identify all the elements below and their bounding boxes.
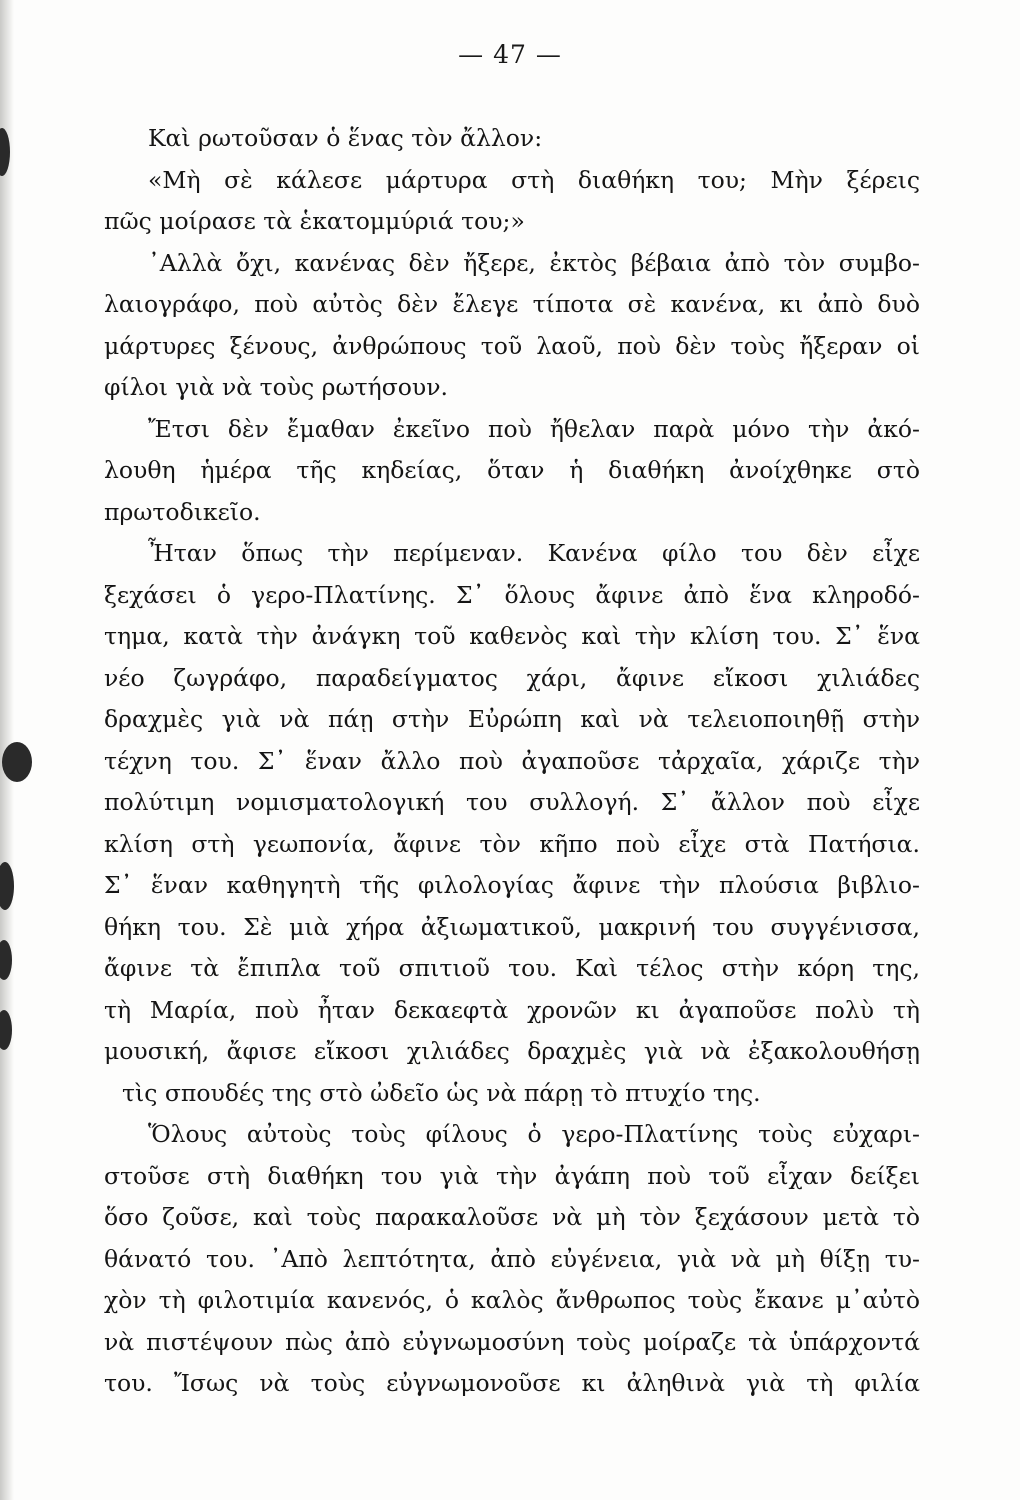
text-line: πολύτιμη νομισματολογική του συλλογή. Σ᾿ ἄλλον ποὺ εἶχε (104, 788, 920, 816)
text-line: λαιογράφο, ποὺ αὐτὸς δὲν ἔλεγε τίποτα σὲ κανένα, κι ἀπὸ δυὸ (104, 290, 920, 318)
text-line: «Μὴ σὲ κάλεσε μάρτυρα στὴ διαθήκη του; Μὴν ξέρεις (148, 165, 920, 194)
text-line: του. Ἴσως νὰ τοὺς εὐγνωμονοῦσε κι ἀληθινὰ γιὰ τὴ φιλία (104, 1369, 920, 1397)
text-line: τὶς σπουδές της στὸ ὠδεῖο ὡς νὰ πάρῃ τὸ πτυχίο της. (122, 1078, 761, 1107)
text-line: ξεχάσει ὁ γερο-Πλατίνης. Σ᾿ ὅλους ἄφινε ἀπὸ ἕνα κληροδό- (104, 580, 920, 609)
text-line: τὴ Μαρία, ποὺ ἦταν δεκαεφτὰ χρονῶν κι ἀγαποῦσε πολὺ τὴ (104, 995, 920, 1024)
page-number: — 47 — (458, 40, 562, 69)
text-line: τέχνη του. Σ᾿ ἕναν ἄλλο ποὺ ἀγαποῦσε τἀρχαῖα, χάριζε τὴν (104, 746, 920, 775)
text-line: νὰ πιστέψουν πὼς ἀπὸ εὐγνωμοσύνη τοὺς μοίραζε τὰ ὑπάρχοντά (104, 1327, 920, 1356)
text-line: μάρτυρες ξένους, ἀνθρώπους τοῦ λαοῦ, ποὺ δὲν τοὺς ἤξεραν οἱ (104, 331, 920, 360)
text-line: Ὅλους αὐτοὺς τοὺς φίλους ὁ γερο-Πλατίνης τοὺς εὐχαρι- (148, 1120, 920, 1148)
text-line: νέο ζωγράφο, παραδείγματος χάρι, ἄφινε εἴκοσι χιλιάδες (104, 663, 920, 692)
body-text (104, 118, 920, 1405)
text-line: Καὶ ρωτοῦσαν ὁ ἕνας τὸν ἄλλον: (148, 124, 543, 152)
text-line: δραχμὲς γιὰ νὰ πάῃ στὴν Εὐρώπη καὶ νὰ τελειοποιηθῇ στὴν (104, 705, 920, 733)
text-line: μουσική, ἄφισε εἴκοσι χιλιάδες δραχμὲς γιὰ νὰ ἐξακολουθήσῃ (104, 1037, 920, 1065)
text-line: Ἔτσι δὲν ἔμαθαν ἐκεῖνο ποὺ ἤθελαν παρὰ μόνο τὴν ἀκό- (148, 414, 920, 443)
text-line: ὅσο ζοῦσε, καὶ τοὺς παρακαλοῦσε νὰ μὴ τὸν ξεχάσουν μετὰ τὸ (104, 1203, 920, 1231)
text-line: τημα, κατὰ τὴν ἀνάγκη τοῦ καθενὸς καὶ τὴν κλίση του. Σ᾿ ἕνα (104, 622, 920, 650)
edge-mark (2, 742, 32, 782)
text-line: Ἦταν ὅπως τὴν περίμεναν. Κανένα φίλο του δὲν εἶχε (148, 539, 920, 567)
text-line: ἄφινε τὰ ἔπιπλα τοῦ σπιτιοῦ του. Καὶ τέλος στὴν κόρη της, (104, 954, 920, 982)
text-line: πῶς μοίρασε τὰ ἑκατομμύριά του;» (104, 207, 525, 235)
text-line: πρωτοδικεῖο. (104, 497, 261, 526)
text-line: θάνατό του. ᾿Απὸ λεπτότητα, ἀπὸ εὐγένεια, γιὰ νὰ μὴ θίξῃ τυ- (104, 1244, 920, 1273)
text-line: ᾿Αλλὰ ὄχι, κανένας δὲν ἤξερε, ἐκτὸς βέβαια ἀπὸ τὸν συμβο- (148, 248, 920, 277)
text-line: Σ᾿ ἕναν καθηγητὴ τῆς φιλολογίας ἄφινε τὴν πλούσια βιβλιο- (104, 871, 920, 899)
text-line: στοῦσε στὴ διαθήκη του γιὰ τὴν ἀγάπη ποὺ τοῦ εἶχαν δείξει (104, 1161, 920, 1190)
text-line: κλίση στὴ γεωπονία, ἄφινε τὸν κῆπο ποὺ εἶχε στὰ Πατήσια. (104, 829, 920, 858)
text-line: λουθη ἡμέρα τῆς κηδείας, ὅταν ἡ διαθήκη ἀνοίχθηκε στὸ (104, 456, 920, 484)
text-line: φίλοι γιὰ νὰ τοὺς ρωτήσουν. (104, 373, 448, 401)
text-line: χὸν τὴ φιλοτιμία κανενός, ὁ καλὸς ἄνθρωπος τοὺς ἔκανε μ᾿αὐτὸ (104, 1286, 920, 1314)
text-line: θήκη του. Σὲ μιὰ χήρα ἀξιωματικοῦ, μακρινή του συγγένισσα, (104, 912, 920, 941)
